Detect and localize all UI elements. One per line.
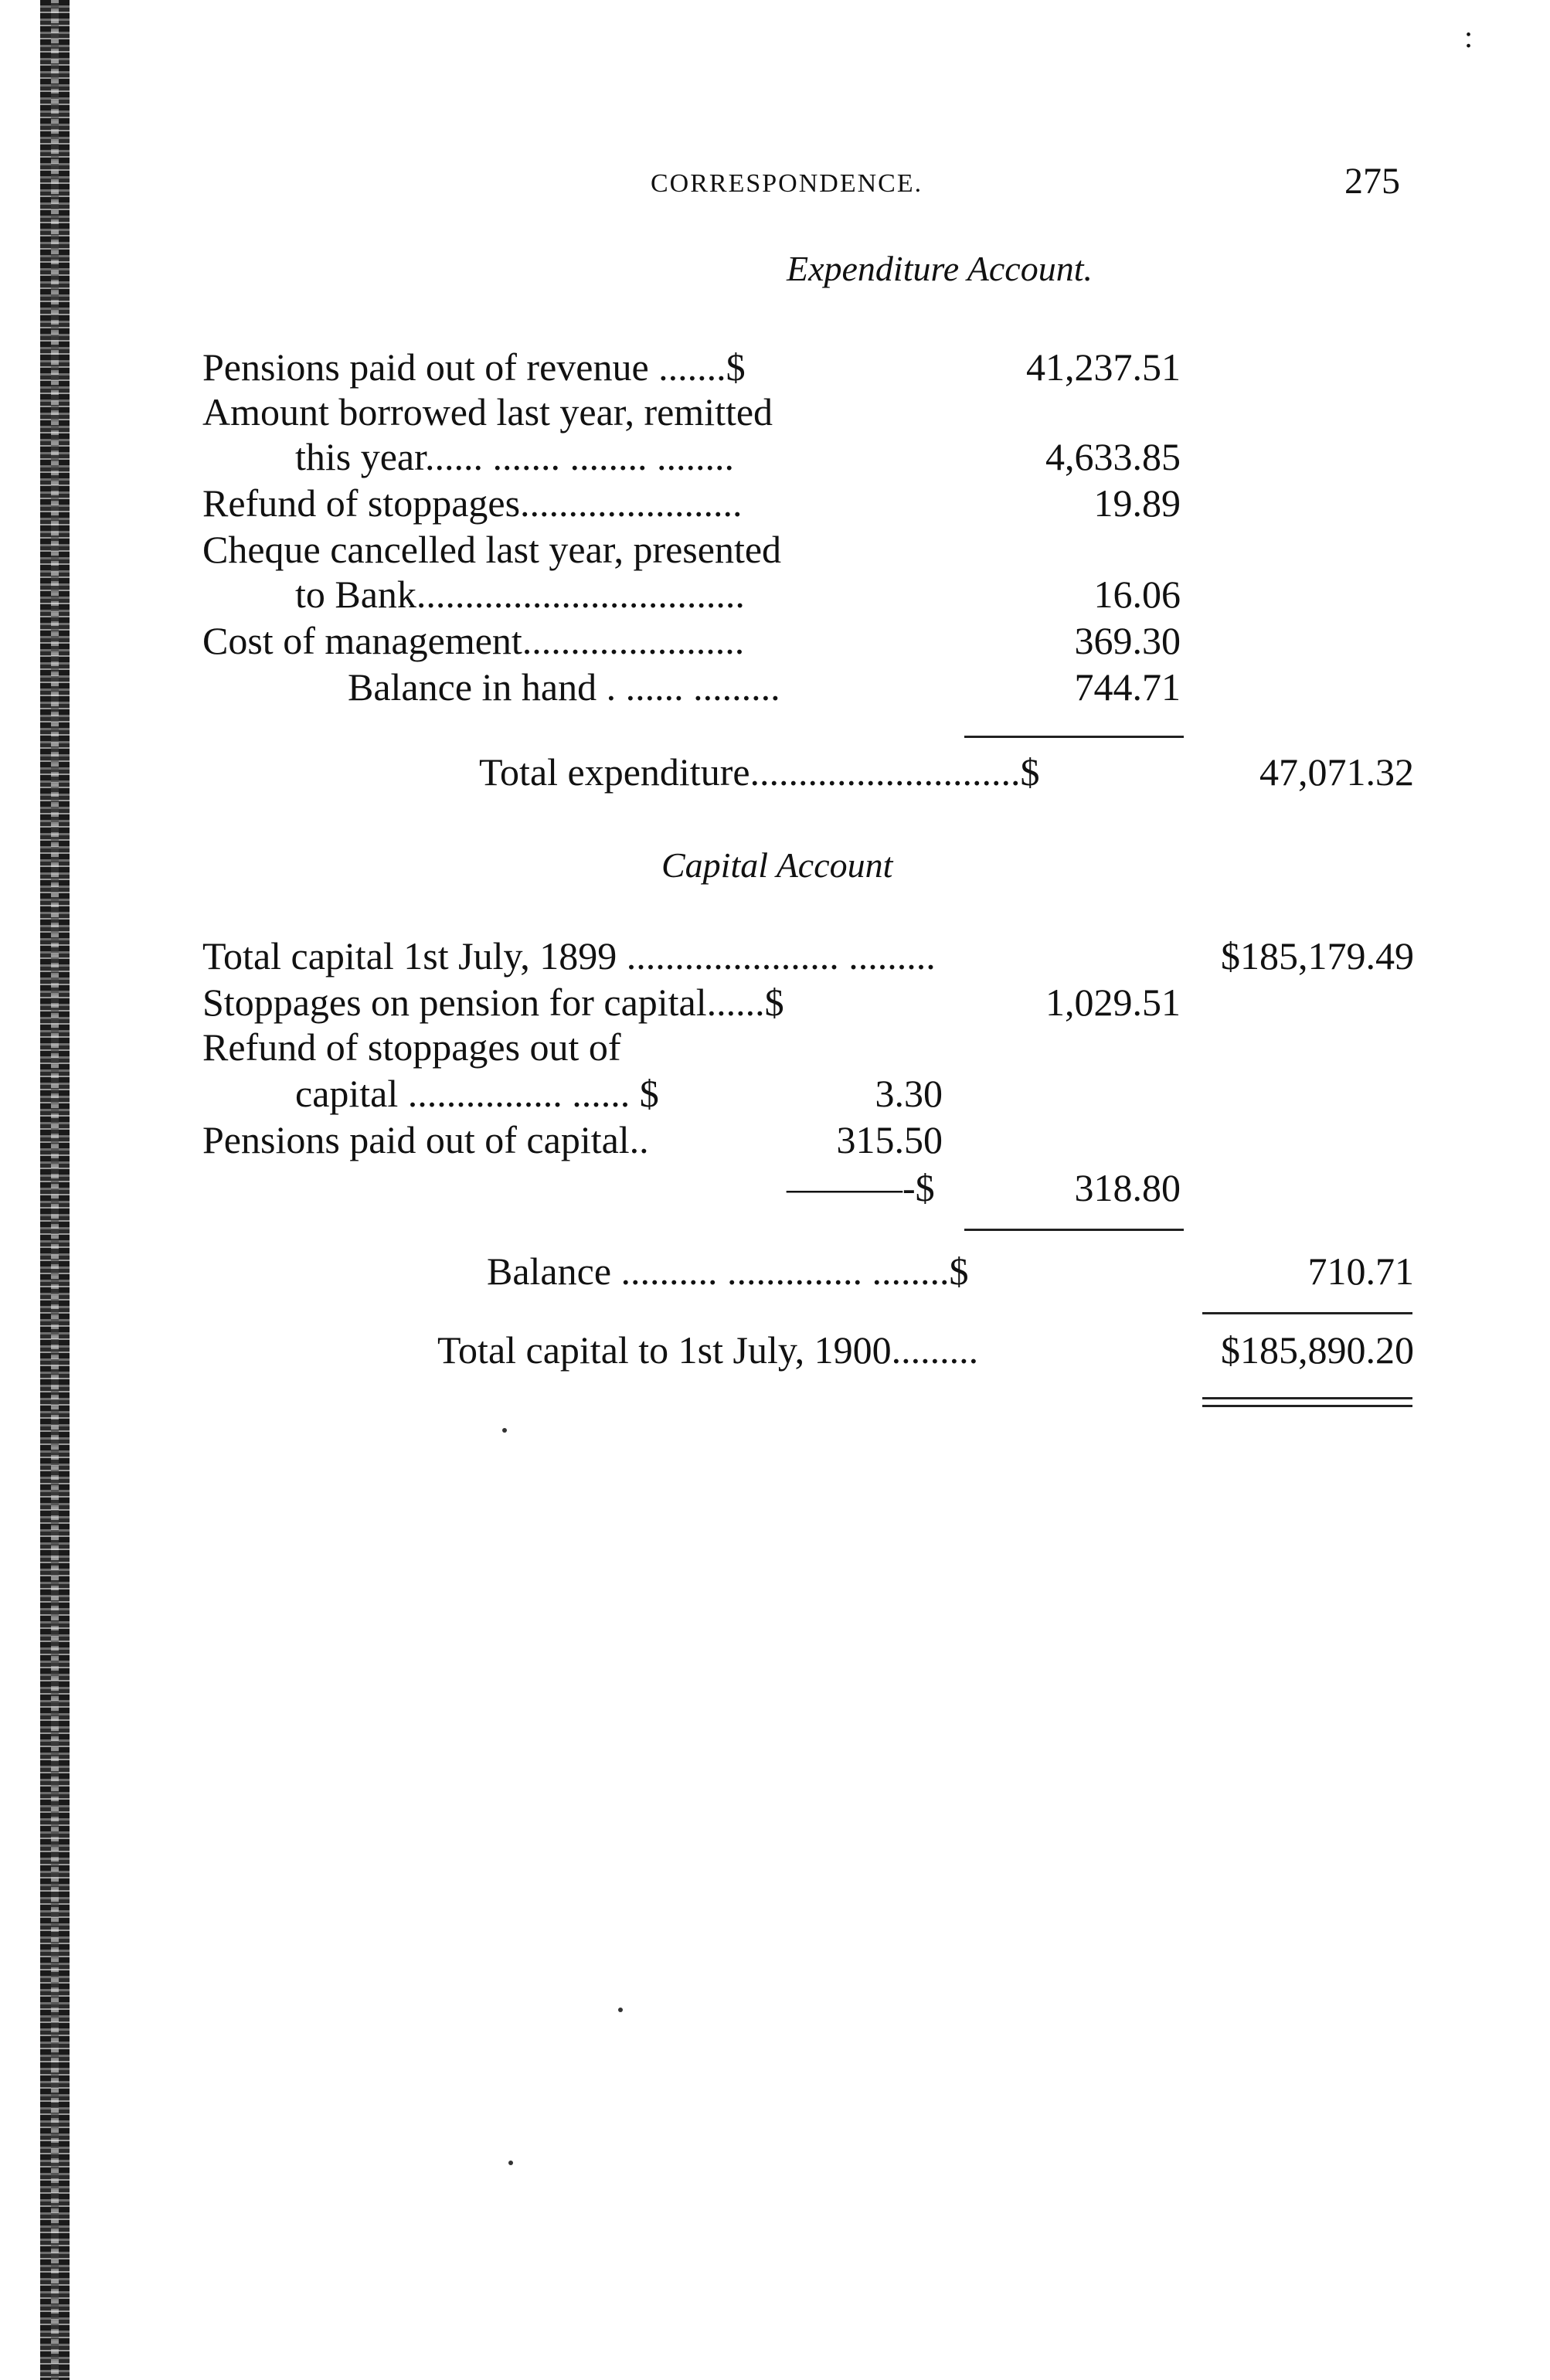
corner-mark: : bbox=[1464, 19, 1474, 54]
expenditure-line-text: Cheque cancelled last year, presented bbox=[202, 528, 782, 571]
total-expenditure-label: Total expenditure............................$ bbox=[479, 750, 1040, 794]
capital-subtotal-label: ———-$ bbox=[787, 1166, 935, 1209]
expenditure-line-amount: 744.71 bbox=[1074, 665, 1181, 709]
closing-capital-label: Total capital to 1st July, 1900......... bbox=[437, 1328, 979, 1372]
balance-label: Balance .......... .............. ........$ bbox=[487, 1250, 969, 1293]
book-binding-edge bbox=[40, 0, 70, 2380]
speck bbox=[618, 2008, 623, 2012]
refund-capital-label: capital ................ ...... $ bbox=[295, 1072, 659, 1115]
pensions-capital-label: Pensions paid out of capital.. bbox=[202, 1118, 649, 1161]
opening-capital-amount: $185,179.49 bbox=[1221, 934, 1414, 978]
page-number: 275 bbox=[1344, 161, 1400, 202]
expenditure-line-text: this year...... ....... ........ ........ bbox=[295, 435, 735, 478]
balance-amount: 710.71 bbox=[1307, 1250, 1414, 1293]
running-title: CORRESPONDENCE. bbox=[651, 169, 923, 198]
speck bbox=[502, 1428, 507, 1433]
expenditure-line-amount: 16.06 bbox=[1093, 573, 1181, 616]
capital-heading: Capital Account bbox=[661, 845, 893, 885]
expenditure-line-text: Pensions paid out of revenue .......$ bbox=[202, 345, 746, 389]
refund-label: Refund of stoppages out of bbox=[202, 1025, 621, 1069]
expenditure-line-text: Refund of stoppages....................... bbox=[202, 481, 743, 525]
stoppages-label: Stoppages on pension for capital......$ bbox=[202, 981, 784, 1024]
expenditure-line-amount: 4,633.85 bbox=[1045, 435, 1181, 478]
expenditure-line-amount: 41,237.51 bbox=[1026, 345, 1181, 389]
expenditure-line-text: Amount borrowed last year, remitted bbox=[202, 390, 773, 434]
subtotal-rule bbox=[964, 736, 1184, 738]
expenditure-line-amount: 19.89 bbox=[1093, 481, 1181, 525]
double-rule-top bbox=[1202, 1397, 1412, 1399]
refund-capital-amount: 3.30 bbox=[875, 1072, 943, 1115]
expenditure-line-text: to Bank.................................. bbox=[295, 573, 745, 616]
opening-capital-label: Total capital 1st July, 1899 ...................... ......... bbox=[202, 934, 936, 978]
expenditure-line-amount: 369.30 bbox=[1074, 619, 1181, 662]
closing-capital-amount: $185,890.20 bbox=[1221, 1328, 1414, 1372]
expenditure-line-text: Balance in hand . ...... ......... bbox=[348, 665, 780, 709]
capital-subtotal-amount: 318.80 bbox=[1074, 1166, 1181, 1209]
double-rule-bottom bbox=[1202, 1405, 1412, 1407]
speck bbox=[508, 2161, 513, 2165]
stoppages-amount: 1,029.51 bbox=[1045, 981, 1181, 1024]
expenditure-line-text: Cost of management....................... bbox=[202, 619, 745, 662]
total-expenditure-amount: 47,071.32 bbox=[1259, 750, 1414, 794]
pensions-capital-amount: 315.50 bbox=[836, 1118, 943, 1161]
expenditure-heading: Expenditure Account. bbox=[787, 249, 1093, 288]
subtotal-rule bbox=[964, 1229, 1184, 1231]
total-rule bbox=[1202, 1312, 1412, 1314]
